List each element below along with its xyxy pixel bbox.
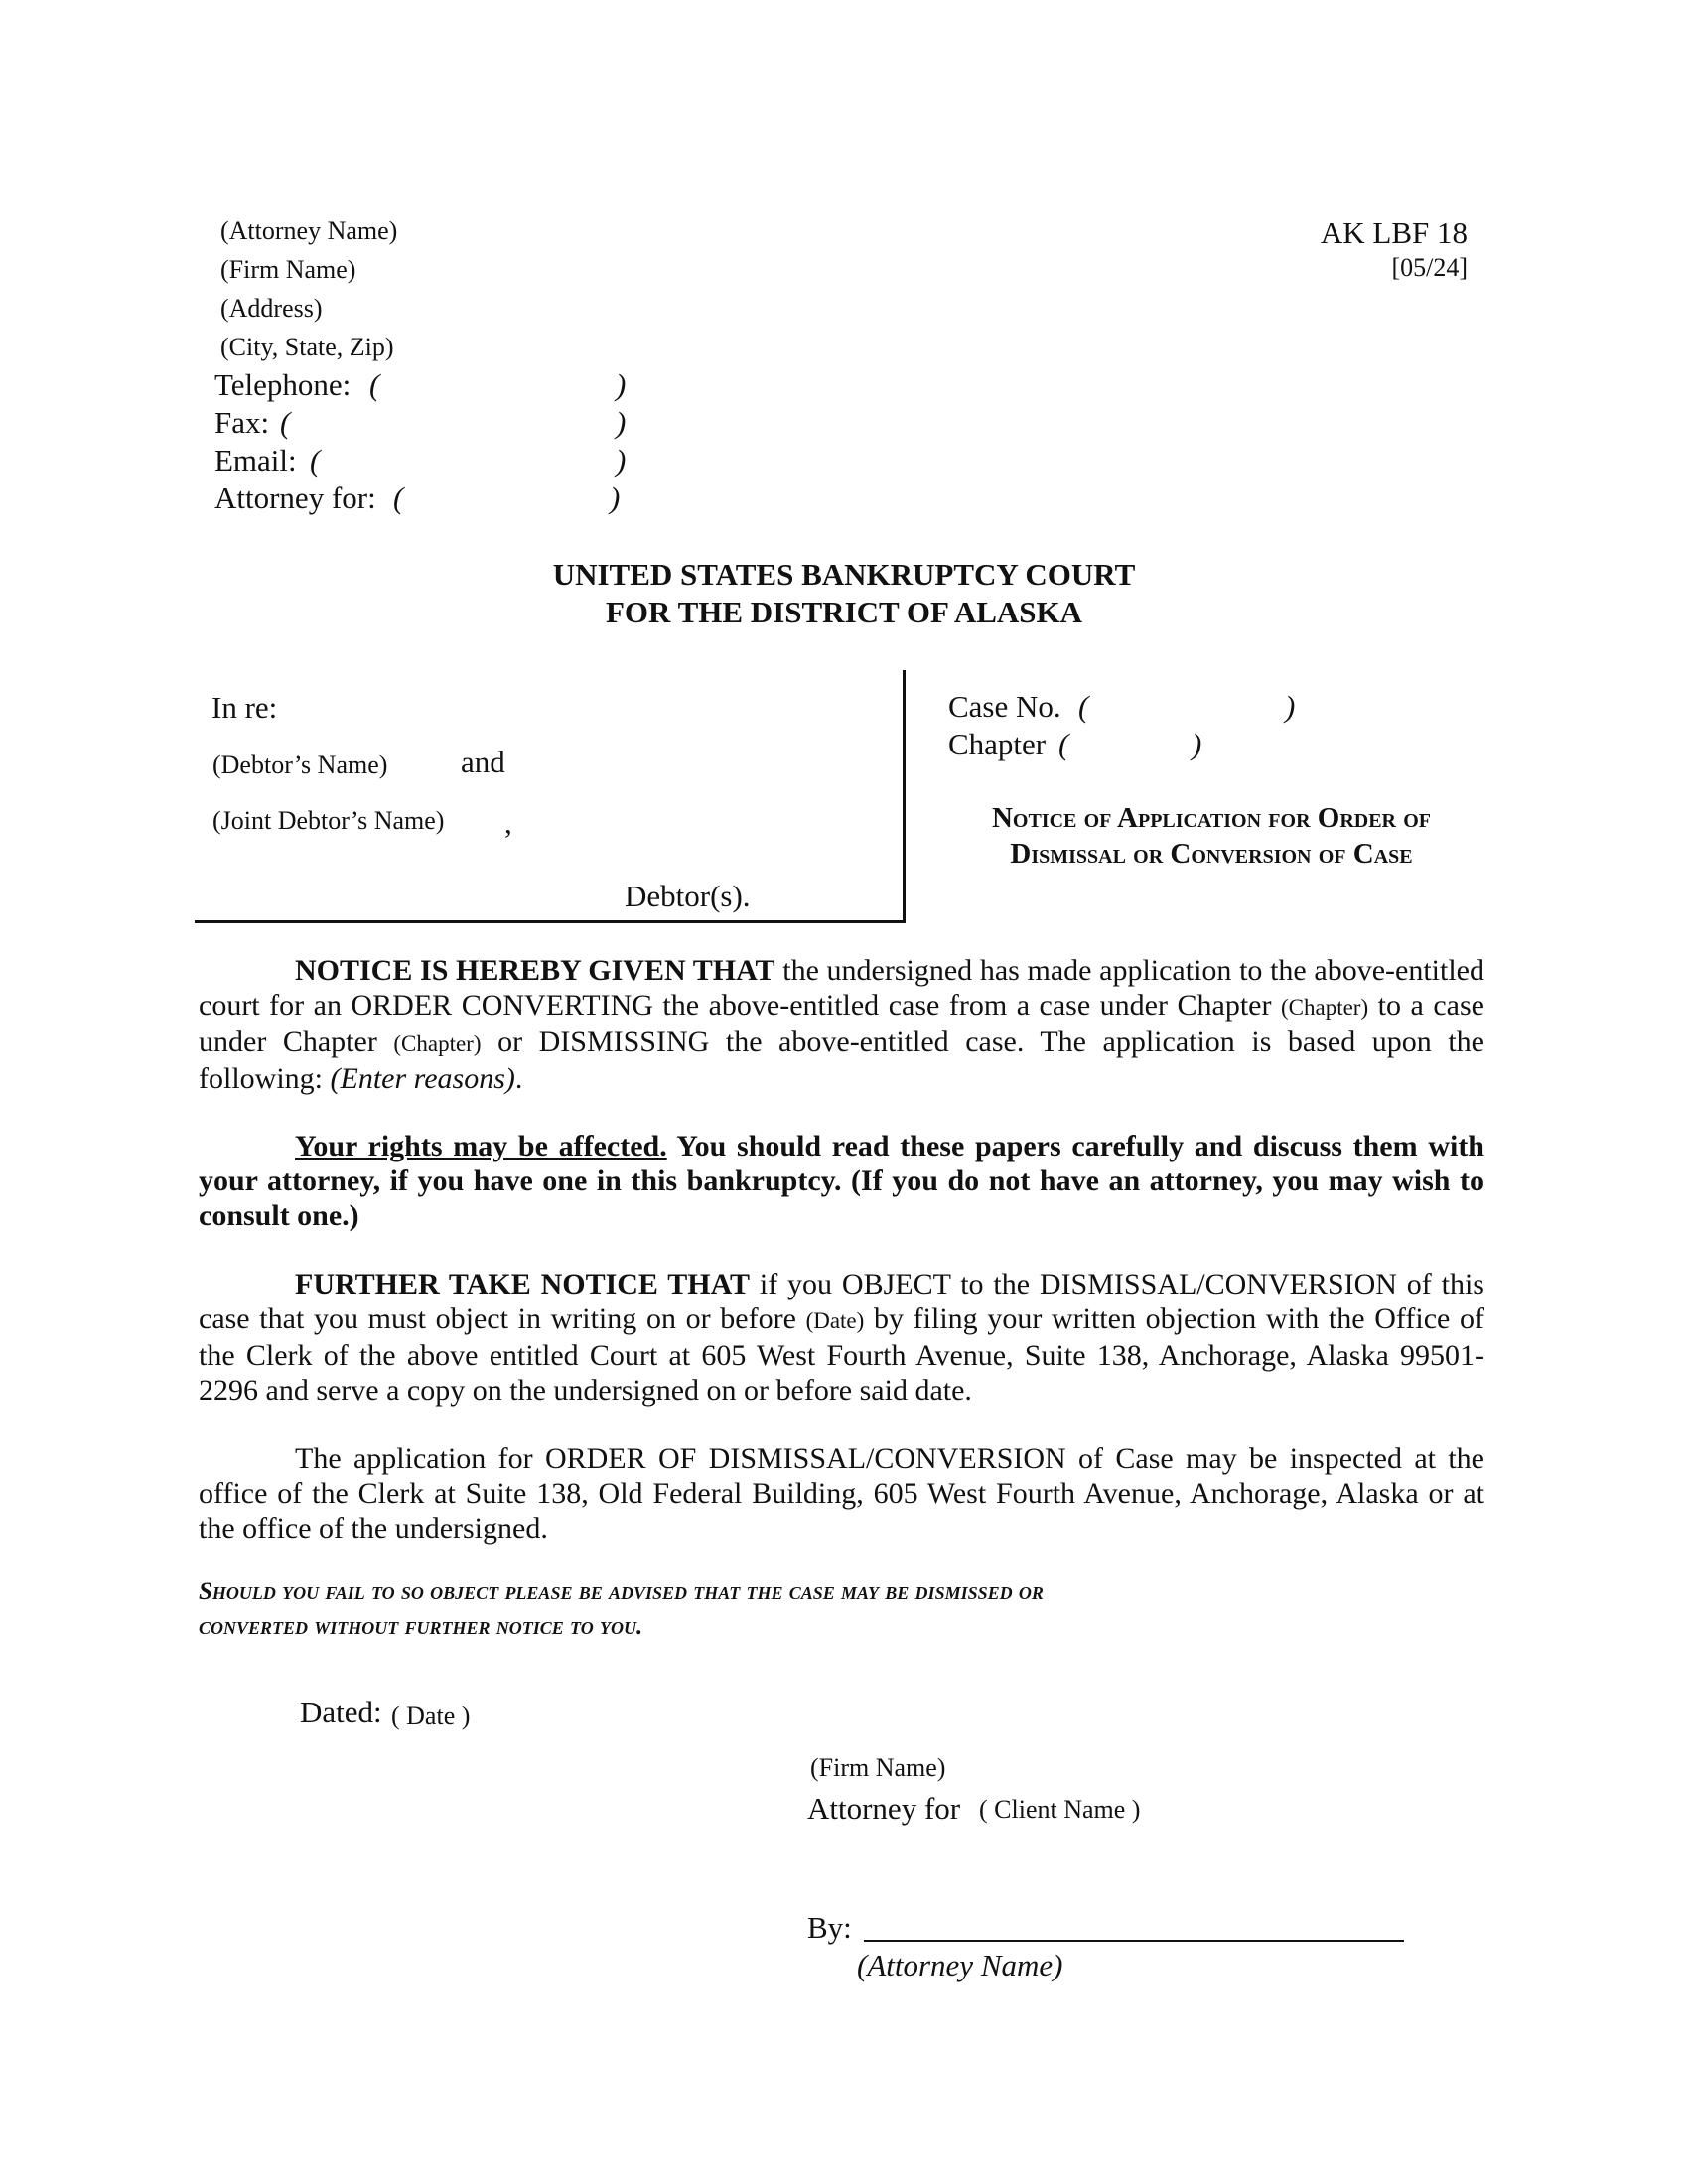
warning-line2: converted without further notice to you.: [199, 1613, 643, 1640]
court-title-line2: FOR THE DISTRICT OF ALASKA: [605, 595, 1083, 629]
signature-attorney-name: (Attorney Name): [857, 1948, 1063, 1982]
warning-line1: Should you fail to so object please be advised that the case may be dismissed or: [199, 1578, 1044, 1605]
caption-vertical-rule: [903, 670, 906, 923]
caption-bottom-rule: [195, 920, 906, 923]
notice-text-2: to a case under Chapter: [199, 989, 1484, 1058]
form-date: [05/24]: [1391, 253, 1468, 282]
and-label: and: [461, 745, 505, 779]
rights-text: You should read these papers carefully and discuss them with your attorney, if you have one in this bankruptcy. (If you do not have an attorney, you may wish to consult one.): [199, 1130, 1484, 1232]
dated-value: ( Date ): [391, 1702, 471, 1730]
city-state-zip: (City, State, Zip): [220, 333, 394, 361]
debtors-label: Debtor(s).: [625, 879, 751, 913]
notice-end: .: [514, 1062, 523, 1095]
address: (Address): [220, 294, 323, 323]
email-label: Email:: [214, 443, 297, 478]
notice-paragraph: [199, 953, 1484, 1096]
debtor-name: (Debtor’s Name): [212, 751, 388, 779]
case-no-open: (: [1078, 689, 1089, 724]
chapter-to-placeholder: (Chapter): [393, 1031, 482, 1056]
objection-text-1: if you OBJECT to the DISMISSAL/CONVERSION of this case that you must object in writing on or before: [199, 1268, 1484, 1335]
dated-label: Dated:: [300, 1695, 382, 1729]
fax-close: ): [616, 405, 627, 440]
notice-title-line1: Notice of Application for Order of: [991, 802, 1432, 834]
rights-warning: Your rights may be affected.: [295, 1130, 667, 1162]
attorney-for-label: Attorney for:: [214, 480, 376, 515]
client-name: ( Client Name ): [979, 1795, 1141, 1824]
chapter-from-placeholder: (Chapter): [1281, 995, 1369, 1020]
rights-paragraph: [199, 1129, 1484, 1233]
notice-lead: NOTICE IS HEREBY GIVEN THAT: [295, 954, 775, 987]
firm-name: (Firm Name): [220, 255, 356, 284]
chapter-label: Chapter: [948, 727, 1047, 761]
chapter-close: ): [1192, 727, 1202, 761]
telephone-label: Telephone:: [214, 367, 352, 402]
fax-open: (: [280, 405, 291, 440]
telephone-open: (: [369, 367, 380, 402]
attorney-for-close: ): [610, 480, 621, 515]
email-open: (: [310, 443, 321, 478]
email-close: ): [616, 443, 627, 478]
joint-debtor-comma: ,: [504, 805, 512, 840]
attorney-for-sig-label: Attorney for: [807, 1791, 961, 1826]
signature-line[interactable]: [864, 1940, 1404, 1942]
inspection-paragraph: [199, 1441, 1484, 1546]
form-id: AK LBF 18: [1320, 215, 1468, 250]
chapter-open: (: [1058, 727, 1069, 761]
objection-lead: FURTHER TAKE NOTICE THAT: [295, 1268, 751, 1300]
by-label: By:: [807, 1910, 852, 1945]
joint-debtor-name: (Joint Debtor’s Name): [212, 806, 445, 835]
objection-text-2: by filing your written objection with the Office of the Clerk of the above entitled Court at 605 West Fourth Avenue, Suite 138, Anchorage, Alaska 99501-2296 and serve a copy on the undersigned on or before said date.: [199, 1302, 1484, 1407]
notice-title-line2: Dismissal or Conversion of Case: [1010, 838, 1413, 870]
attorney-for-open: (: [393, 480, 404, 515]
notice-text-3: or DISMISSING the above-entitled case. The application is based upon the following:: [199, 1025, 1484, 1095]
reasons-placeholder: (Enter reasons): [330, 1062, 515, 1095]
objection-paragraph: [199, 1267, 1484, 1408]
court-title-line1: UNITED STATES BANKRUPTCY COURT: [552, 557, 1136, 592]
notice-text-1: the undersigned has made application to the above-entitled court for an ORDER CONVERTING the above-entitled case from a case under Chapter: [199, 954, 1484, 1022]
in-re-label: In re:: [211, 690, 278, 725]
signature-firm-name: (Firm Name): [810, 1753, 946, 1782]
case-no-label: Case No.: [948, 689, 1061, 724]
fax-label: Fax:: [214, 405, 270, 440]
telephone-close: ): [616, 367, 627, 402]
attorney-name: (Attorney Name): [220, 216, 398, 245]
inspection-text: The application for ORDER OF DISMISSAL/CONVERSION of Case may be inspected at the office of the Clerk at Suite 138, Old Federal Building, 605 West Fourth Avenue, Anchorage, Alaska or at the office of the undersigned.: [199, 1442, 1484, 1545]
objection-date-placeholder: (Date): [805, 1308, 865, 1333]
case-no-close: ): [1285, 689, 1296, 724]
